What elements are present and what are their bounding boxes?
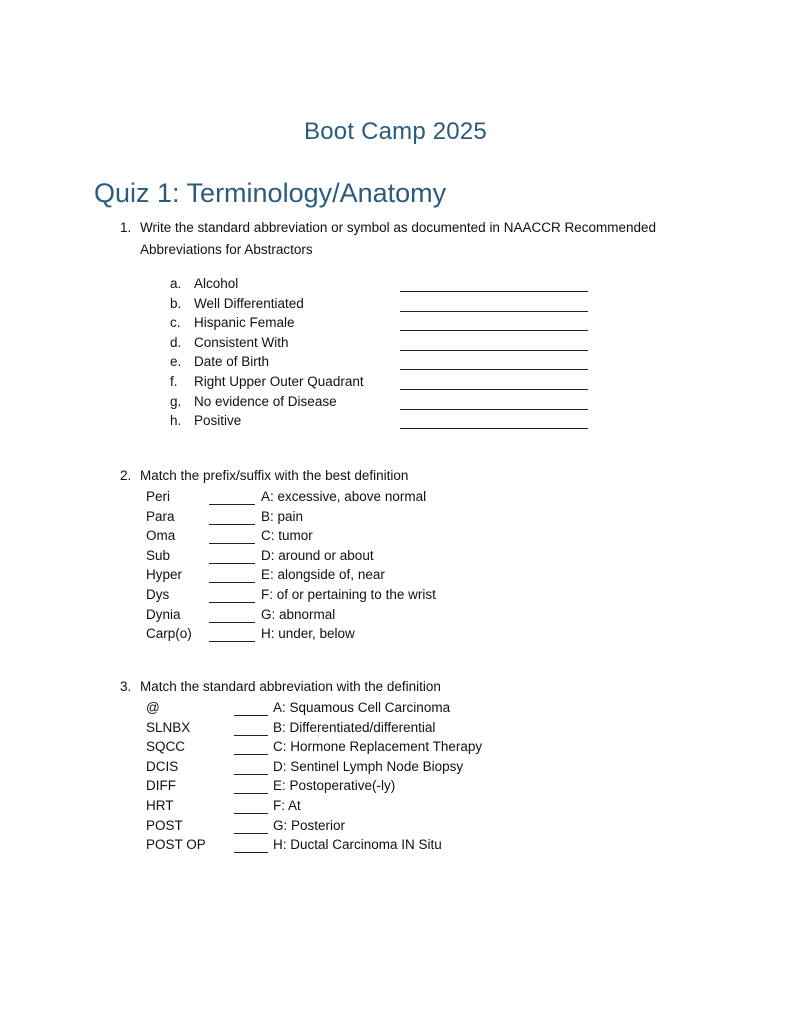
question-1-number: 1. bbox=[120, 220, 132, 235]
abbreviation-item bbox=[170, 276, 590, 296]
match-blank[interactable] bbox=[209, 543, 255, 544]
abbreviation-item bbox=[170, 335, 590, 355]
match-blank[interactable] bbox=[209, 602, 255, 603]
item-label: Positive bbox=[194, 413, 242, 429]
match-row bbox=[146, 567, 626, 587]
item-letter: f. bbox=[170, 373, 178, 389]
match-blank[interactable] bbox=[209, 563, 255, 564]
match-definition: D: Sentinel Lymph Node Biopsy bbox=[273, 758, 464, 774]
match-row bbox=[146, 720, 626, 740]
match-definition: B: pain bbox=[261, 508, 304, 524]
item-letter: e. bbox=[170, 354, 182, 370]
match-term: POST bbox=[146, 817, 183, 833]
match-term: Dys bbox=[146, 586, 170, 602]
item-label: Well Differentiated bbox=[194, 295, 304, 311]
prefix-suffix-match-list bbox=[146, 489, 626, 646]
answer-blank[interactable] bbox=[400, 369, 588, 370]
match-row bbox=[146, 798, 626, 818]
abbreviation-item bbox=[170, 315, 590, 335]
question-3-number: 3. bbox=[120, 679, 132, 694]
answer-blank[interactable] bbox=[400, 330, 588, 331]
match-term: Peri bbox=[146, 489, 171, 504]
question-1-text bbox=[140, 217, 656, 261]
match-row bbox=[146, 509, 626, 529]
match-definition: F: of or pertaining to the wrist bbox=[261, 586, 436, 602]
item-letter: h. bbox=[170, 413, 182, 429]
match-definition: H: under, below bbox=[261, 626, 355, 642]
match-definition: D: around or about bbox=[261, 547, 374, 563]
match-definition: C: Hormone Replacement Therapy bbox=[273, 739, 483, 755]
abbreviation-list bbox=[170, 276, 590, 433]
match-term: Hyper bbox=[146, 567, 183, 583]
match-term: SQCC bbox=[146, 739, 186, 755]
item-letter: b. bbox=[170, 295, 182, 311]
item-label: Right Upper Outer Quadrant bbox=[194, 373, 364, 389]
quiz-heading: Quiz 1: Terminology/Anatomy bbox=[94, 178, 447, 208]
match-term: @ bbox=[146, 700, 160, 715]
match-row bbox=[146, 528, 626, 548]
match-row bbox=[146, 489, 626, 509]
answer-blank[interactable] bbox=[400, 409, 588, 410]
match-blank[interactable] bbox=[234, 793, 268, 794]
question-3-text: Match the standard abbreviation with the definition bbox=[140, 679, 441, 694]
match-row bbox=[146, 778, 626, 798]
match-definition: E: alongside of, near bbox=[261, 567, 385, 583]
match-definition: B: Differentiated/differential bbox=[273, 719, 436, 735]
match-term: POST OP bbox=[146, 837, 206, 853]
match-definition: H: Ductal Carcinoma IN Situ bbox=[273, 837, 442, 853]
match-blank[interactable] bbox=[234, 715, 268, 716]
match-row bbox=[146, 739, 626, 759]
match-blank[interactable] bbox=[234, 774, 268, 775]
item-letter: c. bbox=[170, 315, 181, 331]
page-title: Boot Camp 2025 bbox=[304, 118, 487, 145]
question-1-text-line-1: Write the standard abbreviation or symbol as documented in NAACCR Recommended bbox=[140, 220, 656, 235]
match-blank[interactable] bbox=[234, 852, 268, 853]
match-row bbox=[146, 759, 626, 779]
match-term: Oma bbox=[146, 528, 176, 544]
match-term: Sub bbox=[146, 547, 171, 563]
match-row bbox=[146, 818, 626, 838]
match-term: Carp(o) bbox=[146, 626, 192, 642]
match-term: Para bbox=[146, 508, 175, 524]
item-label: Alcohol bbox=[194, 276, 239, 291]
item-label: No evidence of Disease bbox=[194, 393, 337, 409]
match-blank[interactable] bbox=[209, 622, 255, 623]
match-term: SLNBX bbox=[146, 719, 191, 735]
match-definition: G: Posterior bbox=[273, 817, 346, 833]
match-blank[interactable] bbox=[209, 504, 255, 505]
abbreviation-item bbox=[170, 374, 590, 394]
item-label: Hispanic Female bbox=[194, 315, 295, 331]
match-blank[interactable] bbox=[234, 833, 268, 834]
match-row bbox=[146, 607, 626, 627]
match-row bbox=[146, 587, 626, 607]
match-row bbox=[146, 700, 626, 720]
match-definition: F: At bbox=[273, 797, 301, 813]
answer-blank[interactable] bbox=[400, 350, 588, 351]
answer-blank[interactable] bbox=[400, 311, 588, 312]
answer-blank[interactable] bbox=[400, 389, 588, 390]
question-2-number: 2. bbox=[120, 468, 132, 483]
item-letter: g. bbox=[170, 393, 182, 409]
match-blank[interactable] bbox=[234, 813, 268, 814]
abbreviation-item bbox=[170, 296, 590, 316]
match-definition: G: abnormal bbox=[261, 606, 336, 622]
match-blank[interactable] bbox=[234, 754, 268, 755]
match-term: HRT bbox=[146, 797, 174, 813]
abbreviation-item bbox=[170, 394, 590, 414]
match-row bbox=[146, 626, 626, 646]
item-letter: d. bbox=[170, 334, 182, 350]
question-2-text: Match the prefix/suffix with the best definition bbox=[140, 468, 409, 483]
match-blank[interactable] bbox=[234, 735, 268, 736]
match-blank[interactable] bbox=[209, 641, 255, 642]
abbreviation-match-list bbox=[146, 700, 626, 857]
match-blank[interactable] bbox=[209, 582, 255, 583]
match-term: Dynia bbox=[146, 606, 181, 622]
match-blank[interactable] bbox=[209, 524, 255, 525]
match-term: DIFF bbox=[146, 778, 176, 794]
match-definition: C: tumor bbox=[261, 528, 313, 544]
item-label: Date of Birth bbox=[194, 354, 270, 370]
answer-blank[interactable] bbox=[400, 291, 588, 292]
abbreviation-item bbox=[170, 413, 590, 433]
item-letter: a. bbox=[170, 276, 182, 291]
match-term: DCIS bbox=[146, 758, 179, 774]
abbreviation-item bbox=[170, 354, 590, 374]
match-definition: A: Squamous Cell Carcinoma bbox=[273, 700, 451, 715]
match-definition: E: Postoperative(-ly) bbox=[273, 778, 396, 794]
match-row bbox=[146, 837, 626, 857]
item-label: Consistent With bbox=[194, 334, 289, 350]
answer-blank[interactable] bbox=[400, 428, 588, 429]
match-definition: A: excessive, above normal bbox=[261, 489, 427, 504]
match-row bbox=[146, 548, 626, 568]
question-1-text-line-2: Abbreviations for Abstractors bbox=[140, 242, 313, 257]
